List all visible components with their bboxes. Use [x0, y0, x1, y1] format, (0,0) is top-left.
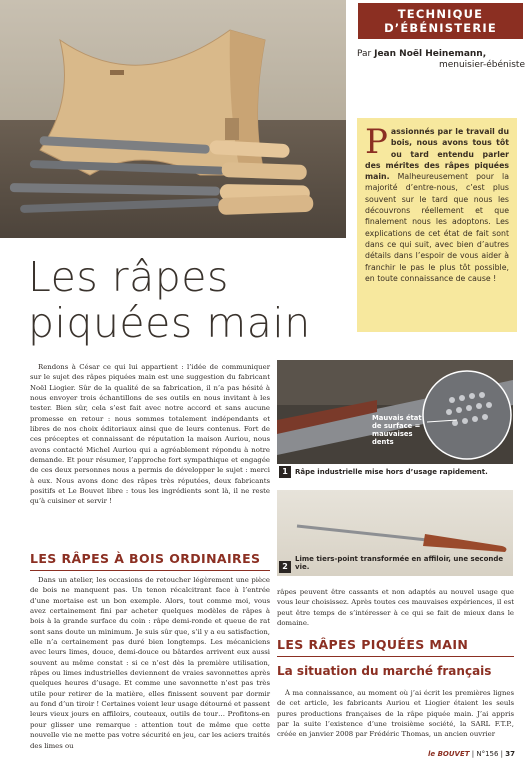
section-rule [30, 570, 270, 571]
intro-text: Malheureusement pour la majorité d’entre-nous, c’est plus souvent sur le tard que nous les découvrons réellement et que finalement nous les adoptons. Les explications de cet état de fait sont dans ce qui suit, avec bien d’autres détails dans l’espoir de vous aider à franchir le pas le plus tôt possible, en toute connaissance de cause ! [365, 172, 509, 283]
subsection-heading: La situation du marché français [277, 664, 492, 678]
magazine-brand: le BOUVET [427, 750, 470, 758]
rasps-illustration [0, 0, 346, 238]
title-line-2: piquées main [28, 299, 311, 347]
figure-1 [277, 360, 513, 480]
section-heading-1-text: LES RÂPES À BOIS ORDINAIRES [30, 551, 261, 566]
rubric-line-1: TECHNIQUE [397, 7, 484, 21]
section-heading-1 [30, 551, 270, 567]
section-rule [277, 656, 514, 657]
body-paragraph-4: À ma connaissance, au moment où j’ai écrit les premières lignes de cet article, les fabricants Auriou et Liogier étaient les seuls pures productions françaises de la râpe piquée main. J’ai appris par la suite l’existence d’une troisième société, la SARL F.T.P., créée en janvier 2008 par Frédéric Thomas, un ancien ouvrier [277, 689, 514, 739]
section-heading-2 [277, 637, 514, 653]
figure-2 [277, 490, 513, 576]
author-name: Jean Noël Heinemann, [374, 49, 487, 59]
body-paragraph-3: râpes peuvent être cassants et non adaptés au nouvel usage que vous leur choisissez. Après toutes ces mauvaises expériences, il est peut être temps de s’intéresser à ce qui se fait de mieux dans le domaine. [277, 588, 514, 628]
intro-dropcap: P [365, 122, 388, 162]
author-byline [357, 49, 525, 71]
figure-2-caption: Lime tiers-point transformée en affiloir, une seconde vie. [295, 555, 504, 571]
intro-box [357, 118, 517, 332]
figure-2-number: 2 [279, 561, 291, 573]
figure-1-caption: Râpe industrielle mise hors d’usage rapidement. [295, 468, 488, 476]
intro-lead: assionnés par le travail du bois, nous avons tous tôt ou tard entendu parler des mérites des râpes piquées main. [365, 127, 509, 182]
article-title [28, 254, 348, 346]
page-footer: le BOUVET | N°156 | 37 [427, 750, 515, 758]
rubric-banner [358, 3, 523, 39]
page-number: 37 [505, 750, 515, 758]
body-paragraph-1: Rendons à César ce qui lui appartient : l’idée de communiquer sur le sujet des râpes piquées main est une suggestion du fabricant Noël Liogier. Sûr de la qualité de sa fabrication, il n’a pas hésité à nous envoyer trois échantillons de ses outils en nous invitant à les tester. Bien sûr, cela s’est fait avec notre accord et sans aucune promesse en retour : nous sommes totalement indépendants et libres de nos choix éditoriaux ainsi que de leurs contenus. Fort de ces préceptes et connaissant de réputation la maison Auriou, nous avons contacté Michel Auriou qui a agréablement répondu à notre demande. Et pour résumer, l’approche fort sympathique et engagée de ces deux personnes nous a permis de développer le sujet : merci à eux. Nous avons donc des râpes très réputées, deux fabricants positifs et Le Bouvet libre : tous les ingrédients sont là, il ne reste qu’à cuisiner et servir ! [30, 363, 270, 506]
author-prefix: Par [357, 49, 375, 59]
figure-1-note: Mauvais état de surface = mauvaises dents [372, 414, 422, 446]
body-paragraph-2: Dans un atelier, les occasions de retoucher légèrement une pièce de bois ne manquent pas. Un tenon récalcitrant face à l’entrée d’une mortaise est un bon exemple. Alors, tout comme moi, vous avez certainement fini par acheter quelques modèles de râpes à bois à la grande surface du coin : râpe demi-ronde et queue de rat sont sans doute un minimum. Je suis sûr que, s’il y a eu satisfaction, elle n’a certainement pas duré bien longtemps. Les mécaniciens avec leurs limes, douce, demi-douce ou bâtardes arrivent eux aussi souvent au même constat : si ce n’est dès la première utilisation, râpes ou limes industrielles deviennent de vraies savonnettes après quelques heures d’usage. Et comme une savonnette n’est pas très utile pour retirer de la matière, elles finissent souvent par dormir au fond d’un tiroir ! Certaines voient leur usage détourné et passent leurs vieux jours en affiloirs, couteaux, outils de tour… Profitons-en pour glisser une remarque : attention tout de même que cette nouvelle vie ne mette pas votre sécurité en jeu, car les aciers traités des limes ou [30, 576, 270, 750]
figure-1-number: 1 [279, 466, 291, 478]
section-heading-2-text: LES RÂPES PIQUÉES MAIN [277, 637, 469, 652]
rubric-line-2: D’ÉBÉNISTERIE [384, 21, 497, 35]
title-line-1: Les râpes [28, 253, 229, 301]
issue-number: N°156 [476, 750, 499, 758]
hero-photo-rasps [0, 0, 346, 238]
figure-1-photo [277, 360, 513, 464]
author-role: menuisier-ébéniste [438, 60, 525, 70]
